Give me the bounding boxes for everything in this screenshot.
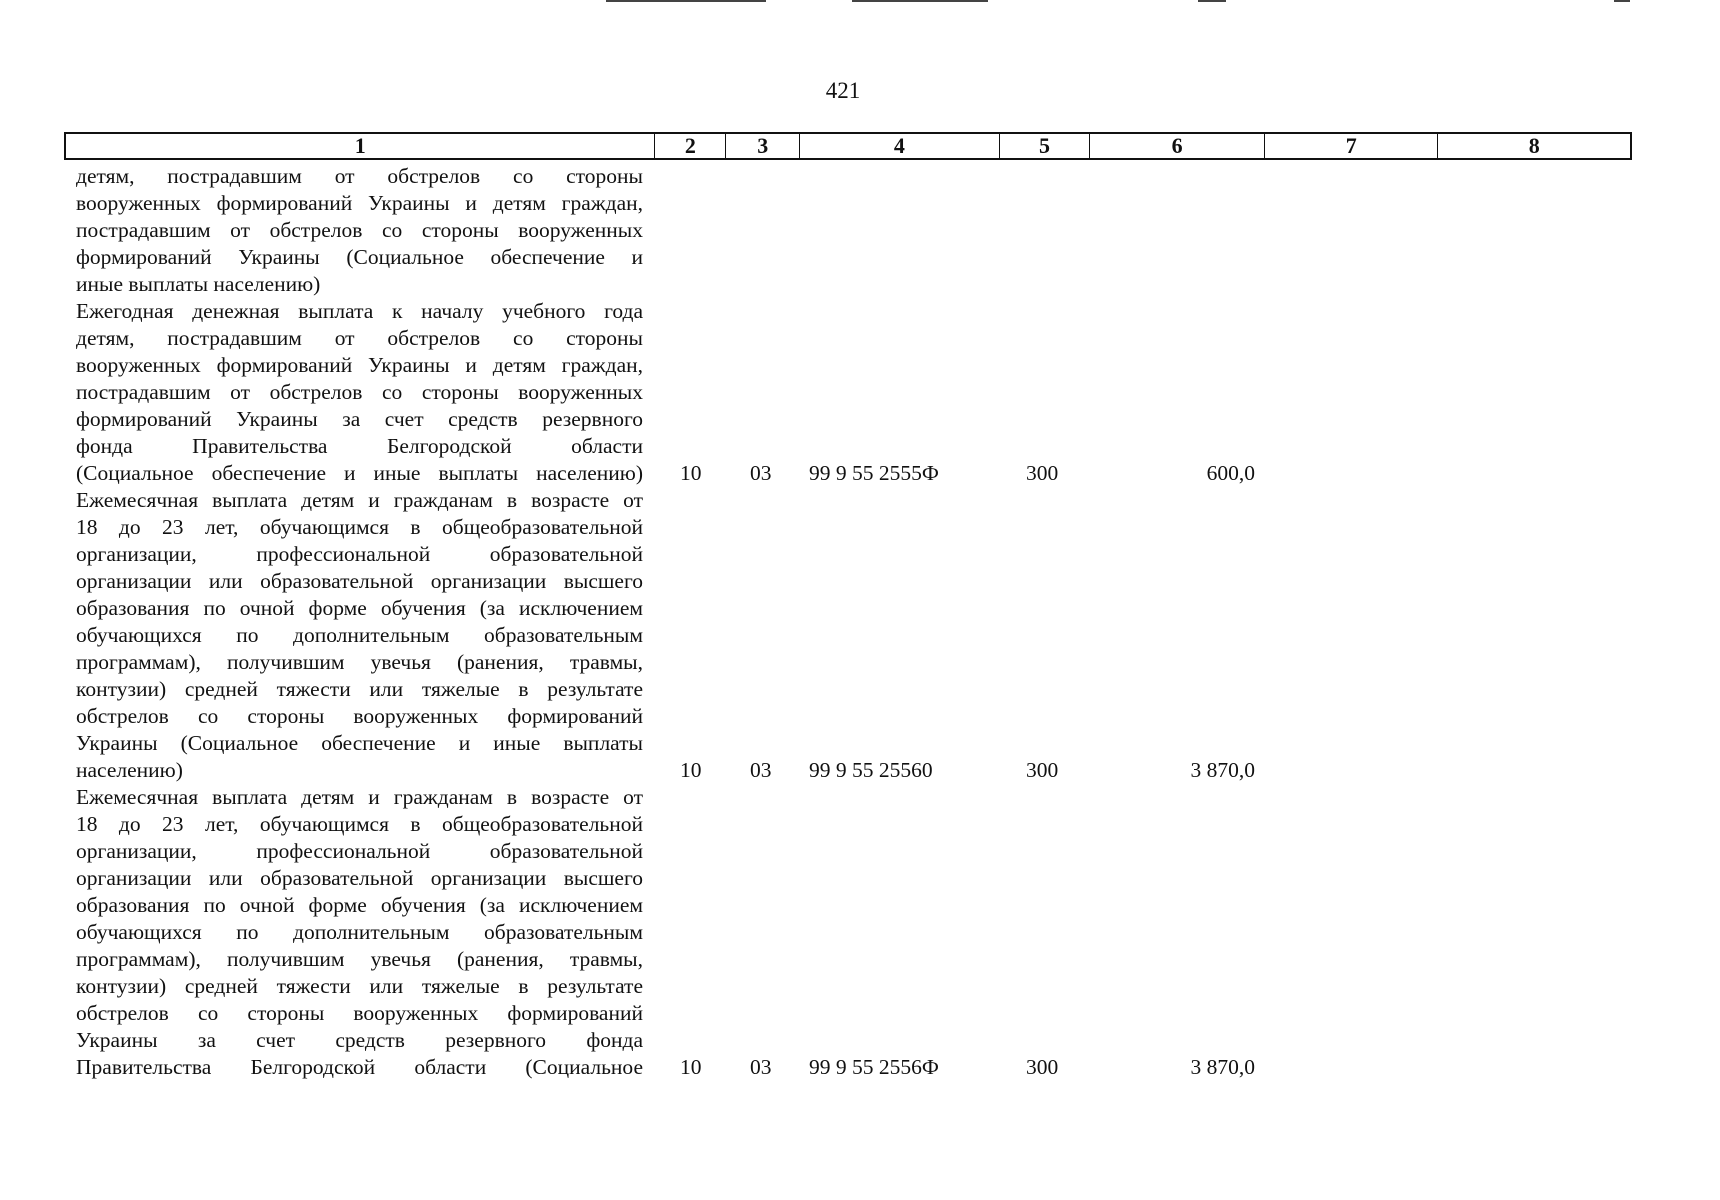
amount-value: 3 870,0 (1190, 1055, 1255, 1079)
amount-value: 3 870,0 (1190, 758, 1255, 782)
description-line: пострадавшим от обстрелов со стороны вооруженных (76, 380, 643, 404)
description-line: образования по очной форме обучения (за исключением (76, 893, 643, 917)
description-line: Ежегодная денежная выплата к началу учебного года (76, 299, 643, 323)
description-line: контузии) средней тяжести или тяжелые в результате (76, 974, 643, 998)
table-row (0, 298, 1720, 487)
table-row (0, 784, 1720, 1081)
row-values (0, 460, 1720, 487)
row-description (76, 298, 643, 487)
section-code: 10 (680, 758, 702, 782)
description-line: Украины (Социальное обеспечение и иные выплаты (76, 731, 643, 755)
row-values (0, 757, 1720, 784)
page-number: 421 (825, 78, 861, 103)
description-line: вооруженных формирований Украины и детям граждан, (76, 191, 643, 215)
target-article-code: 99 9 55 2555Ф (809, 461, 939, 485)
description-line: организации или образовательной организации высшего (76, 569, 643, 593)
description-line: Ежемесячная выплата детям и гражданам в возрасте от (76, 785, 643, 809)
description-line: фонда Правительства Белгородской области (76, 434, 643, 458)
subsection-code: 03 (750, 758, 772, 782)
column-header: 3 (726, 134, 800, 158)
description-line: иные выплаты населению) (76, 272, 321, 296)
row-description (76, 784, 643, 1081)
scan-edge-mark (1614, 0, 1630, 2)
description-line: формирований Украины (Социальное обеспечение и (76, 245, 643, 269)
description-line: организации или образовательной организации высшего (76, 866, 643, 890)
column-header: 5 (1000, 134, 1091, 158)
column-header: 4 (800, 134, 999, 158)
description-line: организации, профессиональной образовательной (76, 839, 643, 863)
column-header: 8 (1528, 133, 1540, 158)
description-line: (Социальное обеспечение и иные выплаты населению) (76, 461, 643, 485)
description-line: Правительства Белгородской области (Социальное (76, 1055, 643, 1079)
description-line: детям, пострадавшим от обстрелов со стороны (76, 326, 643, 350)
column-header: 6 (1090, 134, 1265, 158)
description-line: программам), получившим увечья (ранения, травмы, (76, 650, 643, 674)
subsection-code: 03 (750, 1055, 772, 1079)
description-line: 18 до 23 лет, обучающимся в общеобразовательной (76, 515, 643, 539)
expense-kind-code: 300 (1026, 1055, 1059, 1079)
description-line: обучающихся по дополнительным образовательным (76, 623, 643, 647)
expense-kind-code: 300 (1026, 758, 1059, 782)
description-line: пострадавшим от обстрелов со стороны вооруженных (76, 218, 643, 242)
description-line: формирований Украины за счет средств резервного (76, 407, 643, 431)
column-header: 2 (655, 134, 726, 158)
table-body (0, 163, 1720, 1081)
amount-value: 600,0 (1206, 461, 1255, 485)
section-code: 10 (680, 461, 702, 485)
scan-edge-mark (1198, 0, 1226, 2)
row-description (76, 163, 643, 298)
description-line: населению) (76, 758, 183, 782)
row-description (76, 487, 643, 784)
description-line: образования по очной форме обучения (за исключением (76, 596, 643, 620)
expense-kind-code: 300 (1026, 461, 1059, 485)
description-line: вооруженных формирований Украины и детям граждан, (76, 353, 643, 377)
column-header: 1 (66, 134, 655, 158)
row-values (0, 1054, 1720, 1081)
column-header: 7 (1265, 134, 1439, 158)
scan-edge-mark (852, 0, 988, 2)
description-line: программам), получившим увечья (ранения, травмы, (76, 947, 643, 971)
table-row (0, 487, 1720, 784)
description-line: Украины за счет средств резервного фонда (76, 1028, 643, 1052)
description-line: 18 до 23 лет, обучающимся в общеобразовательной (76, 812, 643, 836)
description-line: обстрелов со стороны вооруженных формирований (76, 1001, 643, 1025)
description-line: организации, профессиональной образовательной (76, 542, 643, 566)
section-code: 10 (680, 1055, 702, 1079)
description-line: обучающихся по дополнительным образовательным (76, 920, 643, 944)
target-article-code: 99 9 55 2556Ф (809, 1055, 939, 1079)
subsection-code: 03 (750, 461, 772, 485)
description-line: обстрелов со стороны вооруженных формирований (76, 704, 643, 728)
description-line: Ежемесячная выплата детям и гражданам в возрасте от (76, 488, 643, 512)
table-header (64, 132, 1632, 160)
scan-edge-mark (606, 0, 766, 2)
description-line: детям, пострадавшим от обстрелов со стороны (76, 164, 643, 188)
table-row (0, 163, 1720, 298)
description-line: контузии) средней тяжести или тяжелые в результате (76, 677, 643, 701)
target-article-code: 99 9 55 25560 (809, 758, 933, 782)
